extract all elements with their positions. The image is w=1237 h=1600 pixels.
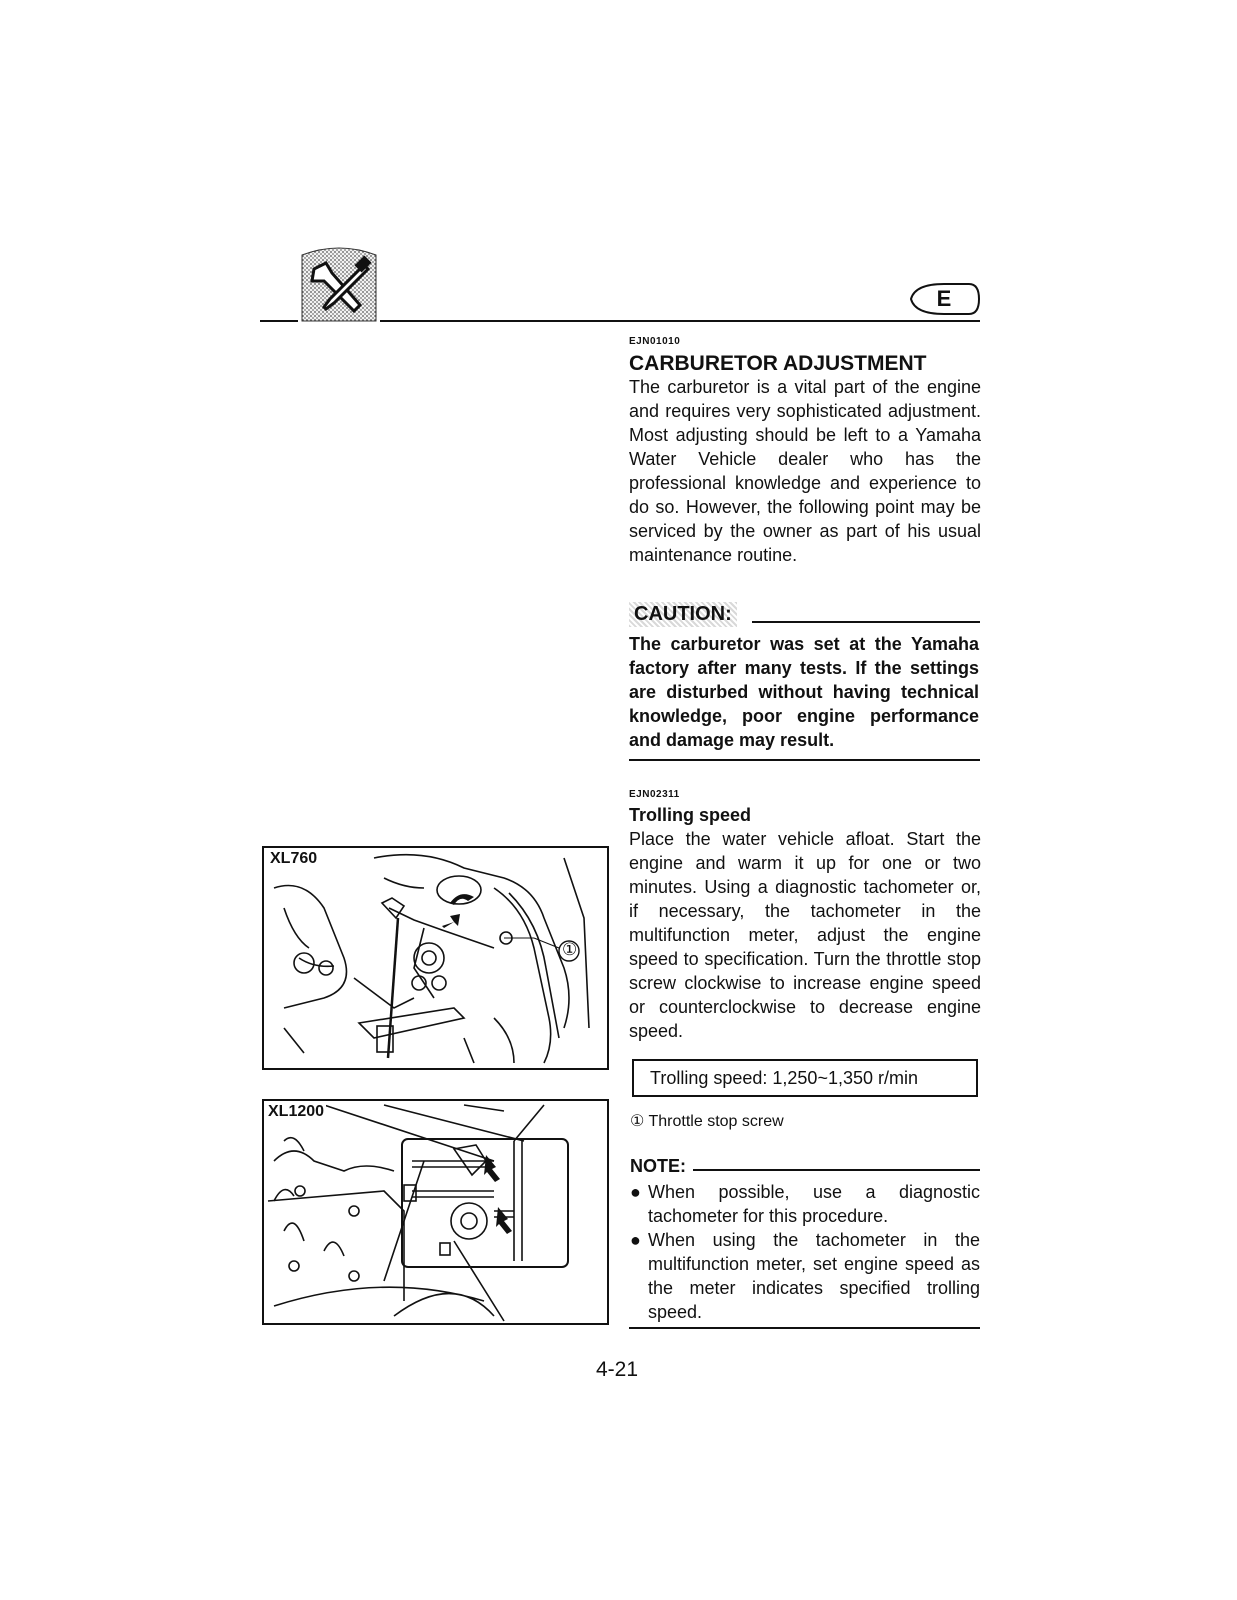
section-title: CARBURETOR ADJUSTMENT [629, 352, 927, 375]
subsection-title: Trolling speed [629, 805, 752, 825]
caution-rule-top [752, 621, 980, 623]
figure-label-xl760: XL760 [270, 850, 318, 867]
note-rule-bottom [629, 1327, 980, 1329]
header-rule-left [260, 320, 298, 322]
note-rule-top [693, 1169, 980, 1171]
caution-rule-bottom [629, 759, 980, 761]
figure-xl760 [262, 846, 609, 1070]
spec-box: Trolling speed: 1,250~1,350 r/min [632, 1059, 978, 1097]
note-item-text: When using the tachometer in the multifunction meter, set engine speed as the meter indicates specified trolling speed. [648, 1230, 980, 1322]
subsection-code: EJN02311 [629, 789, 680, 800]
note-item [630, 1180, 980, 1228]
note-item-text: When possible, use a diagnostic tachometer for this procedure. [648, 1182, 980, 1226]
section-code: EJN01010 [629, 336, 681, 347]
figure-legend: ① Throttle stop screw [630, 1113, 784, 1130]
figure-label-xl1200: XL1200 [268, 1103, 325, 1120]
carburetor-illustration-xl1200 [264, 1101, 607, 1323]
section-paragraph: The carburetor is a vital part of the engine and requires very sophisticated adjustment. Most adjusting should be left to a Yamaha Water Vehicle dealer who has the professional knowledge and experience to do so. However, the following point may be serviced by the owner as part of his usual maintenance routine. [629, 377, 981, 565]
subsection-paragraph: Place the water vehicle afloat. Start the engine and warm it up for one or two minutes. Using a diagnostic tachometer or, if necessary, the tachometer in the multifunction meter, adjust the engine speed to specification. Turn the throttle stop screw clockwise to increase engine speed or counterclockwise to decrease engine speed. [629, 829, 981, 1041]
bullet-icon: ● [630, 1182, 641, 1202]
caution-text: The carburetor was set at the Yamaha factory after many tests. If the settings are disturbed without having technical knowledge, poor engine performance and damage may result. [629, 634, 979, 750]
figure-xl1200 [262, 1099, 609, 1325]
tools-icon [298, 243, 380, 323]
note-label: NOTE: [630, 1156, 686, 1176]
language-badge-label: E [936, 286, 952, 311]
bullet-icon: ● [630, 1230, 641, 1250]
page-number: 4-21 [596, 1358, 639, 1381]
figure-callout-1: ① [562, 940, 578, 959]
carburetor-illustration-xl760 [264, 848, 607, 1068]
note-item [630, 1228, 980, 1324]
header-rule-right [380, 320, 980, 322]
caution-label: CAUTION: [629, 602, 737, 627]
